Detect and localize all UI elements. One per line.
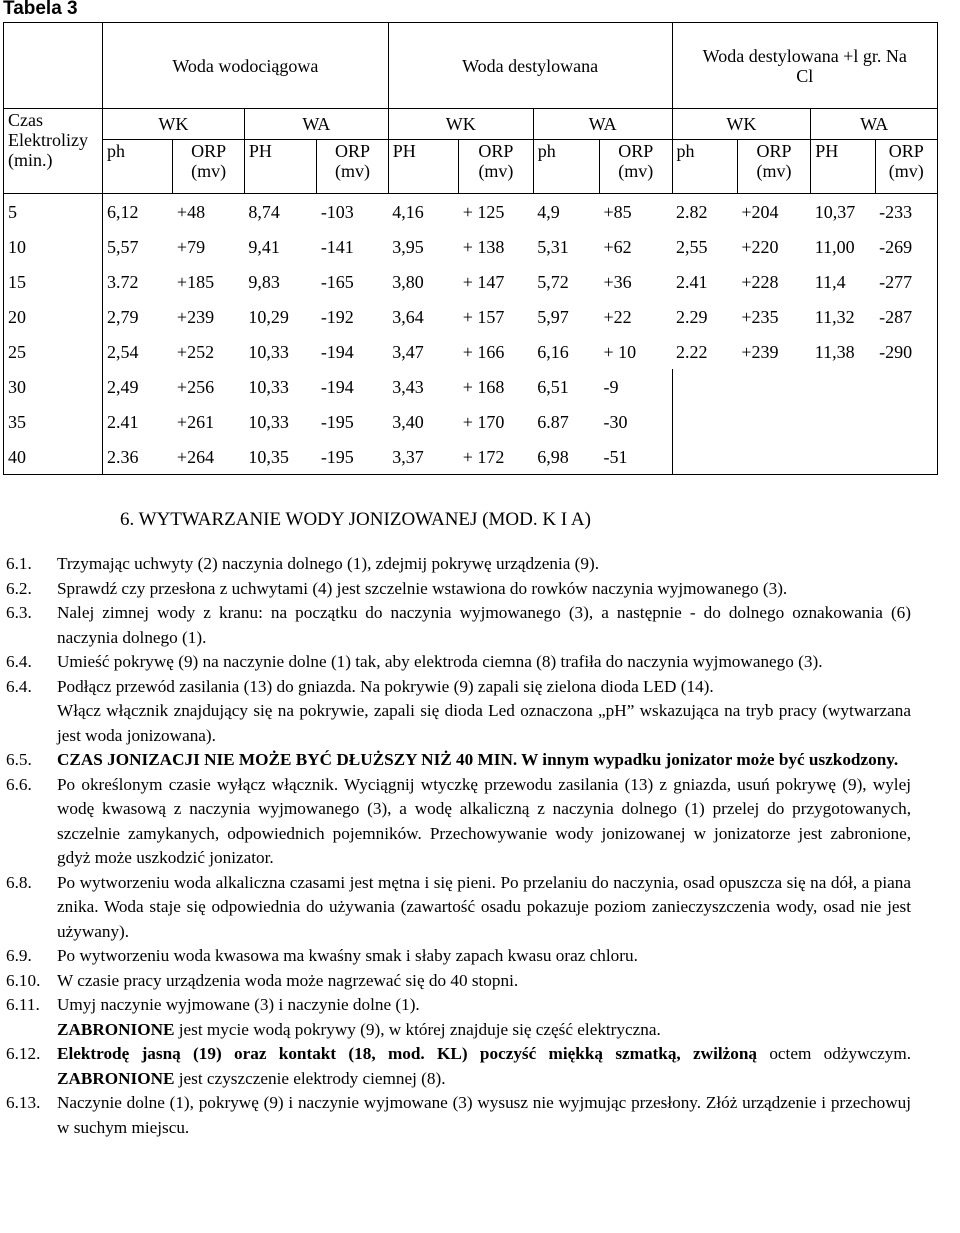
value-cell: 2.41: [676, 271, 708, 292]
step-text: Trzymając uchwyty (2) naczynia dolnego (1), zdejmij pokrywę urządzenia (9).: [57, 554, 600, 573]
sub-header: WA: [811, 109, 938, 140]
value-cell: +239: [176, 306, 215, 327]
step-bold-text: Elektrodę jasną (19) oraz kontakt (18, mod. KL) poczyść miękką szmatką, zwilżoną: [57, 1044, 758, 1063]
value-cell: +62: [603, 236, 632, 257]
step-text: Podłącz przewód zasilania (13) do gniazda. Na pokrywie (9) zapali się zielona dioda LED (14).: [57, 676, 714, 696]
column-header-label: PH: [392, 141, 416, 161]
column-header-unit: (mv): [478, 161, 514, 181]
step-text: Po wytworzeniu woda alkaliczna czasami jest mętna i się pieni. Po przelaniu do naczynia, osad opuszcza się na dół, a piana znika. Woda staje się odpowiednia do używania (zawartość osadu pokazuje poziom zanieczyszczenia wody, osad nie jest używany).: [57, 872, 911, 941]
column-header: [737, 140, 810, 194]
step-continuation: [6, 1018, 911, 1043]
value-cell: 2,79: [103, 299, 173, 334]
warning-label: ZABRONIONE: [57, 1068, 175, 1088]
value-cell: 10,29: [248, 306, 289, 327]
value-cell: -51: [600, 439, 672, 475]
column-header-row: [4, 140, 938, 194]
value-cell: 2.41: [103, 404, 173, 439]
time-cell: 15: [4, 264, 103, 299]
value-cell: +36: [603, 271, 632, 292]
value-cell: 3,80: [392, 271, 424, 292]
column-header-label: ORP: [618, 141, 654, 161]
step-number: 6.11.: [6, 995, 40, 1014]
sub-header: WA: [244, 109, 388, 140]
step: [6, 969, 911, 994]
value-cell: 9,83: [248, 271, 280, 292]
column-header-label: ph: [676, 141, 695, 161]
column-header-label: ph: [107, 141, 125, 161]
value-cell: +204: [737, 194, 810, 230]
value-cell: 10,33: [248, 341, 289, 362]
step: [6, 552, 911, 577]
value-cell: 5,72: [537, 271, 569, 292]
step-text: CZAS JONIZACJI NIE MOŻE BYĆ DŁUŻSZY NIŻ 40 MIN. W innym wypadku jonizator może być uszkodzony.: [57, 750, 899, 769]
table-row: [4, 334, 938, 369]
column-header-label: ORP: [756, 141, 792, 161]
step-number: 6.4.: [6, 652, 32, 671]
table-body: [4, 194, 938, 475]
value-cell: [737, 369, 810, 404]
value-cell: [811, 404, 875, 439]
step-text: jest czyszczenie elektrody ciemnej (8).: [174, 1068, 446, 1088]
value-cell: 3,47: [392, 341, 424, 362]
step: [6, 1091, 911, 1140]
value-cell: 5,31: [537, 236, 569, 257]
step: [6, 675, 911, 700]
column-header: [173, 140, 244, 194]
value-cell: 10,33: [248, 411, 289, 432]
column-header-unit: (mv): [335, 161, 371, 181]
value-cell: + 168: [462, 376, 505, 397]
step: [6, 601, 911, 650]
value-cell: [875, 404, 937, 439]
value-cell: + 170: [462, 411, 505, 432]
step: [6, 944, 911, 969]
step-continuation: Włącz włącznik znajdujący się na pokrywie, zapali się dioda Led oznaczona „pH” wskazująca na tryb pracy (wytwarzana jest woda jonizowana).: [57, 701, 911, 745]
value-cell: 10,37: [811, 194, 875, 230]
corner-cell: [4, 23, 103, 109]
value-cell: 11,4: [814, 271, 846, 292]
value-cell: -194: [320, 376, 354, 397]
time-cell: 30: [4, 369, 103, 404]
time-cell: 20: [4, 299, 103, 334]
value-cell: [875, 369, 937, 404]
value-cell: +22: [603, 306, 632, 327]
column-header-label: PH: [248, 141, 272, 161]
column-header: [672, 140, 737, 194]
table-row: [4, 369, 938, 404]
table-row: [4, 229, 938, 264]
value-cell: 10,35: [244, 439, 316, 475]
value-cell: 4,16: [388, 194, 458, 230]
column-header-label: ORP: [335, 141, 371, 161]
value-cell: 2,49: [103, 369, 173, 404]
value-cell: 11,32: [814, 306, 855, 327]
value-cell: -290: [875, 334, 937, 369]
value-cell: +239: [741, 341, 779, 362]
time-cell: 35: [4, 404, 103, 439]
value-cell: -165: [320, 271, 354, 292]
column-header-label: ORP: [888, 141, 924, 161]
table-row: [4, 299, 938, 334]
sub-header: WK: [103, 109, 245, 140]
value-cell: 8,74: [244, 194, 316, 230]
value-cell: +228: [741, 271, 779, 292]
value-cell: -141: [320, 236, 354, 257]
value-cell: + 10: [603, 341, 637, 362]
section-title: 6. WYTWARZANIE WODY JONIZOWANEJ (MOD. K I A): [120, 509, 591, 530]
sub-header: WK: [672, 109, 811, 140]
value-cell: +48: [173, 194, 244, 230]
step: [6, 748, 911, 773]
column-header: [103, 140, 173, 194]
step-text: octem odżywczym.: [757, 1044, 911, 1063]
step-number: 6.4.: [6, 676, 32, 696]
value-cell: 6,12: [103, 194, 173, 230]
group-header: Woda wodociągowa: [103, 23, 389, 109]
step: [6, 577, 911, 602]
value-cell: +235: [741, 306, 779, 327]
value-cell: + 157: [462, 306, 505, 327]
step-text: Naczynie dolne (1), pokrywę (9) i naczynie wyjmowane (3) wysusz nie wyjmując przesłony. Złóż urządzenie i przechowuj w suchym miejscu.: [57, 1093, 911, 1137]
column-header: [459, 140, 534, 194]
value-cell: +220: [741, 236, 779, 257]
value-cell: +256: [176, 376, 215, 397]
sub-header: WK: [388, 109, 533, 140]
value-cell: 2,55: [676, 236, 708, 257]
column-header-label: ORP: [191, 141, 227, 161]
value-cell: 11,00: [814, 236, 855, 257]
value-cell: 5,57: [103, 229, 173, 264]
step: [6, 871, 911, 945]
value-cell: [875, 439, 937, 475]
step-text: jest mycie wodą pokrywy (9), w której znajduje się część elektryczna.: [174, 1019, 661, 1039]
value-cell: -9: [603, 376, 619, 397]
table-row: [4, 194, 938, 230]
value-cell: -194: [320, 341, 354, 362]
step-text: W czasie pracy urządzenia woda może nagrzewać się do 40 stopni.: [57, 970, 519, 990]
column-header: [388, 140, 458, 194]
step-text: Po wytworzeniu woda kwasowa ma kwaśny smak i słaby zapach kwasu oraz chloru.: [57, 946, 638, 965]
step-text: Umieść pokrywę (9) na naczynie dolne (1) tak, aby elektroda ciemna (8) trafiła do naczynia wyjmowanego (3).: [57, 652, 823, 671]
value-cell: [672, 404, 737, 439]
step-number: 6.1.: [6, 554, 32, 573]
value-cell: 3,40: [392, 411, 424, 432]
column-header-unit: (mv): [191, 161, 227, 181]
step-number: 6.8.: [6, 872, 32, 892]
value-cell: 2.22: [676, 341, 708, 362]
value-cell: + 147: [462, 271, 505, 292]
sub-header: WA: [533, 109, 672, 140]
table-row: [4, 404, 938, 439]
column-header: [875, 140, 937, 194]
value-cell: 10,33: [248, 376, 289, 397]
step: [6, 650, 911, 675]
step-text: Nalej zimnej wody z kranu: na początku do naczynia wyjmowanego (3), a następnie - do dolnego oznakowania (6) naczynia dolnego (1).: [57, 603, 911, 647]
column-header-label: ORP: [478, 141, 514, 161]
step-text-group: [57, 1042, 911, 1091]
step: [6, 773, 911, 871]
value-cell: -277: [875, 264, 937, 299]
time-cell: 25: [4, 334, 103, 369]
value-cell: [672, 439, 737, 475]
step-number: 6.3.: [6, 603, 32, 622]
value-cell: + 172: [459, 439, 534, 475]
value-cell: + 125: [459, 194, 534, 230]
value-cell: +185: [176, 271, 215, 292]
value-cell: 4,9: [533, 194, 599, 230]
value-cell: -192: [320, 306, 354, 327]
value-cell: +264: [173, 439, 244, 475]
group-header: Woda destylowana +l gr. Na Cl: [672, 23, 938, 109]
instructions: [6, 552, 911, 1140]
table-title: Tabela 3: [3, 0, 78, 19]
value-cell: -287: [875, 299, 937, 334]
step-number: 6.2.: [6, 578, 32, 598]
column-header: [244, 140, 316, 194]
value-cell: 2.29: [676, 306, 708, 327]
value-cell: 5,97: [537, 306, 569, 327]
column-header-unit: (mv): [888, 161, 924, 181]
step-text: Umyj naczynie wyjmowane (3) i naczynie dolne (1).: [57, 995, 420, 1014]
column-header: [600, 140, 672, 194]
value-cell: +261: [176, 411, 215, 432]
table-row: [4, 264, 938, 299]
value-cell: 9,41: [248, 236, 280, 257]
value-cell: -269: [875, 229, 937, 264]
value-cell: 2.36: [103, 439, 173, 475]
value-cell: [737, 404, 810, 439]
value-cell: 3,95: [392, 236, 424, 257]
value-cell: 3,64: [392, 306, 424, 327]
step-number: 6.6.: [6, 774, 32, 794]
value-cell: -195: [320, 411, 354, 432]
results-table: [3, 22, 938, 475]
value-cell: 6,51: [537, 376, 569, 397]
step-number: 6.10.: [6, 970, 41, 990]
value-cell: + 166: [462, 341, 505, 362]
step: [6, 1042, 911, 1091]
value-cell: [737, 439, 810, 475]
value-cell: [811, 369, 875, 404]
value-cell: 6,98: [533, 439, 599, 475]
value-cell: +252: [176, 341, 215, 362]
value-cell: 6.87: [537, 411, 569, 432]
value-cell: 2,54: [103, 334, 173, 369]
value-cell: [672, 369, 737, 404]
step-number: 6.13.: [6, 1093, 41, 1112]
time-cell: 40: [4, 439, 103, 475]
step-number: 6.5.: [6, 750, 32, 769]
value-cell: +85: [600, 194, 672, 230]
value-cell: -233: [875, 194, 937, 230]
value-cell: 6,16: [537, 341, 569, 362]
column-header: [317, 140, 388, 194]
value-cell: -195: [317, 439, 388, 475]
column-header-label: ph: [537, 141, 556, 161]
value-cell: 3,37: [388, 439, 458, 475]
step-number: 6.9.: [6, 946, 32, 965]
column-header: [811, 140, 875, 194]
value-cell: 3,43: [392, 376, 424, 397]
value-cell: + 138: [462, 236, 505, 257]
column-header-unit: (mv): [756, 161, 792, 181]
value-cell: [811, 439, 875, 475]
value-cell: 3.72: [103, 264, 173, 299]
step: [6, 993, 911, 1018]
value-cell: -30: [603, 411, 628, 432]
value-cell: +79: [176, 236, 206, 257]
column-header: [533, 140, 599, 194]
time-cell: 10: [4, 229, 103, 264]
value-cell: 2.82: [672, 194, 737, 230]
column-header-label: PH: [815, 141, 839, 161]
column-header-unit: (mv): [618, 161, 654, 181]
step-text: Po określonym czasie wyłącz włącznik. Wyciągnij wtyczkę przewodu zasilania (13) z gniazda, usuń pokrywę (9), wylej wodę kwasową z naczynia wyjmowanego (3), a wodę alkaliczną z naczynia dolnego (1) przelej do przygotowanych, szczelnie zamykanych, odpowiednich pojemników. Przechowywanie wody jonizowanej w jonizatorze jest zabronione, gdyż może uszkodzić jonizator.: [57, 774, 911, 867]
value-cell: 11,38: [814, 341, 855, 362]
step-number: 6.12.: [6, 1044, 41, 1063]
time-header: Czas Elektrolizy (min.): [4, 109, 103, 194]
value-cell: -103: [317, 194, 388, 230]
warning-label: ZABRONIONE: [57, 1019, 175, 1039]
table-row: [4, 439, 938, 475]
step-text: Sprawdź czy przesłona z uchwytami (4) jest szczelnie wstawiona do rowków naczynia wyjmowanego (3).: [57, 578, 788, 598]
group-header: Woda destylowana: [388, 23, 672, 109]
time-cell: 5: [4, 194, 103, 230]
